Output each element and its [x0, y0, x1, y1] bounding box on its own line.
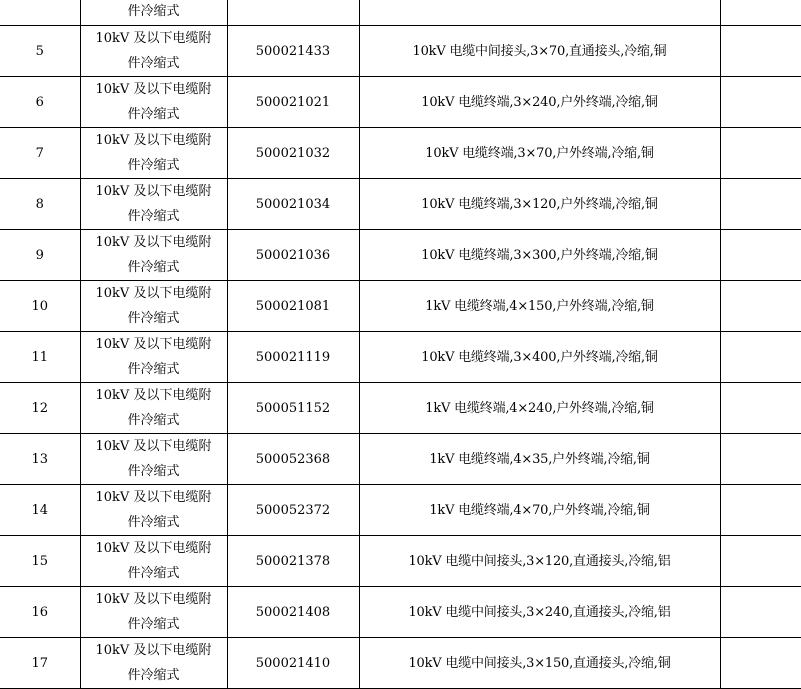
table-row-partial: [0, 0, 801, 26]
cell-code: 500021021: [227, 77, 359, 128]
cell-description: 1kV 电缆终端,4×240,户外终端,冷缩,铜: [359, 383, 720, 434]
cell-index: 8: [0, 179, 80, 230]
cell-category: [80, 230, 227, 281]
category-line-1: 10kV 及以下电缆附: [95, 388, 212, 403]
cell-index: 15: [0, 536, 80, 587]
table-row: [0, 230, 801, 281]
cell-remark: [720, 230, 801, 281]
table-row: [0, 26, 801, 77]
category-line-2: 件冷缩式: [127, 158, 180, 173]
cell-description: 10kV 电缆终端,3×240,户外终端,冷缩,铜: [359, 77, 720, 128]
table-row: [0, 281, 801, 332]
cell-description: 1kV 电缆终端,4×70,户外终端,冷缩,铜: [359, 485, 720, 536]
table-row: [0, 434, 801, 485]
category-line-2: 件冷缩式: [127, 362, 180, 377]
cell-code: 500021034: [227, 179, 359, 230]
cell-description: 10kV 电缆终端,3×70,户外终端,冷缩,铜: [359, 128, 720, 179]
category-line-1: 10kV 及以下电缆附: [95, 133, 212, 148]
category-line-2: 件冷缩式: [127, 515, 180, 530]
cell-description: 10kV 电缆终端,3×300,户外终端,冷缩,铜: [359, 230, 720, 281]
category-line-1: 10kV 及以下电缆附: [95, 235, 212, 250]
cell-code: 500021032: [227, 128, 359, 179]
table-row: [0, 587, 801, 638]
cell-remark: [720, 26, 801, 77]
category-line-2: 件冷缩式: [127, 413, 180, 428]
cell-code: 500021410: [227, 638, 359, 689]
cell-category: [80, 536, 227, 587]
cell-remark: [720, 128, 801, 179]
cell-description: 10kV 电缆中间接头,3×240,直通接头,冷缩,铝: [359, 587, 720, 638]
category-line-2: 件冷缩式: [127, 668, 180, 683]
cell-code: 500021081: [227, 281, 359, 332]
cell-code: [227, 0, 359, 26]
table-row: [0, 536, 801, 587]
cell-category: [80, 332, 227, 383]
cell-code: 500021408: [227, 587, 359, 638]
cell-index: 7: [0, 128, 80, 179]
cell-remark: [720, 179, 801, 230]
cell-remark: [720, 485, 801, 536]
cell-code: 500021433: [227, 26, 359, 77]
table-row: [0, 332, 801, 383]
cell-category: [80, 0, 227, 26]
cell-description: 1kV 电缆终端,4×150,户外终端,冷缩,铜: [359, 281, 720, 332]
cell-category: [80, 128, 227, 179]
cell-category: [80, 485, 227, 536]
cell-category: [80, 434, 227, 485]
cell-description: [359, 0, 720, 26]
cell-remark: [720, 536, 801, 587]
cell-category: [80, 638, 227, 689]
category-line-1: 10kV 及以下电缆附: [95, 337, 212, 352]
cell-description: 10kV 电缆中间接头,3×150,直通接头,冷缩,铜: [359, 638, 720, 689]
cell-category: [80, 77, 227, 128]
cell-remark: [720, 332, 801, 383]
cell-index: 17: [0, 638, 80, 689]
category-line-2: 件冷缩式: [127, 566, 180, 581]
cell-code: 500021036: [227, 230, 359, 281]
cell-category: [80, 179, 227, 230]
cell-remark: [720, 77, 801, 128]
cell-remark: [720, 587, 801, 638]
cell-description: 10kV 电缆中间接头,3×120,直通接头,冷缩,铝: [359, 536, 720, 587]
category-line-1: 10kV 及以下电缆附: [95, 490, 212, 505]
cell-index: 9: [0, 230, 80, 281]
cell-category: [80, 587, 227, 638]
category-line-2: 件冷缩式: [127, 464, 180, 479]
cell-code: 500052372: [227, 485, 359, 536]
cell-remark: [720, 281, 801, 332]
cell-index: 12: [0, 383, 80, 434]
table-row: [0, 128, 801, 179]
category-line-1: 10kV 及以下电缆附: [95, 643, 212, 658]
cell-index: 11: [0, 332, 80, 383]
category-line-2: 件冷缩式: [127, 209, 180, 224]
category-line-2: 件冷缩式: [127, 260, 180, 275]
category-line-1: 10kV 及以下电缆附: [95, 184, 212, 199]
cell-description: 10kV 电缆终端,3×120,户外终端,冷缩,铜: [359, 179, 720, 230]
cell-remark: [720, 0, 801, 26]
table-row: [0, 77, 801, 128]
category-line-1: 10kV 及以下电缆附: [95, 286, 212, 301]
cell-code: 500021119: [227, 332, 359, 383]
cell-category: [80, 281, 227, 332]
category-line-1: 10kV 及以下电缆附: [95, 592, 212, 607]
category-line-2: 件冷缩式: [127, 56, 180, 71]
cell-code: 500051152: [227, 383, 359, 434]
category-line-1: 10kV 及以下电缆附: [95, 439, 212, 454]
cell-index: 14: [0, 485, 80, 536]
category-line-2: 件冷缩式: [127, 311, 180, 326]
cell-index: [0, 0, 80, 26]
category-line-1: 10kV 及以下电缆附: [95, 82, 212, 97]
category-line-2: 件冷缩式: [127, 107, 180, 122]
cell-code: 500052368: [227, 434, 359, 485]
cell-category: [80, 26, 227, 77]
table-row: [0, 179, 801, 230]
category-line-2: 件冷缩式: [127, 617, 180, 632]
cell-description: 10kV 电缆终端,3×400,户外终端,冷缩,铜: [359, 332, 720, 383]
cell-index: 6: [0, 77, 80, 128]
category-line-1: 10kV 及以下电缆附: [95, 31, 212, 46]
cell-remark: [720, 638, 801, 689]
table-row: [0, 383, 801, 434]
table-row: [0, 485, 801, 536]
category-line-2: 件冷缩式: [127, 4, 180, 19]
cell-category: [80, 383, 227, 434]
table-row: [0, 638, 801, 689]
cell-description: 1kV 电缆终端,4×35,户外终端,冷缩,铜: [359, 434, 720, 485]
cell-index: 13: [0, 434, 80, 485]
cell-code: 500021378: [227, 536, 359, 587]
category-line-1: 10kV 及以下电缆附: [95, 541, 212, 556]
cell-index: 5: [0, 26, 80, 77]
cell-index: 16: [0, 587, 80, 638]
cell-remark: [720, 383, 801, 434]
cell-remark: [720, 434, 801, 485]
cell-index: 10: [0, 281, 80, 332]
cell-description: 10kV 电缆中间接头,3×70,直通接头,冷缩,铜: [359, 26, 720, 77]
